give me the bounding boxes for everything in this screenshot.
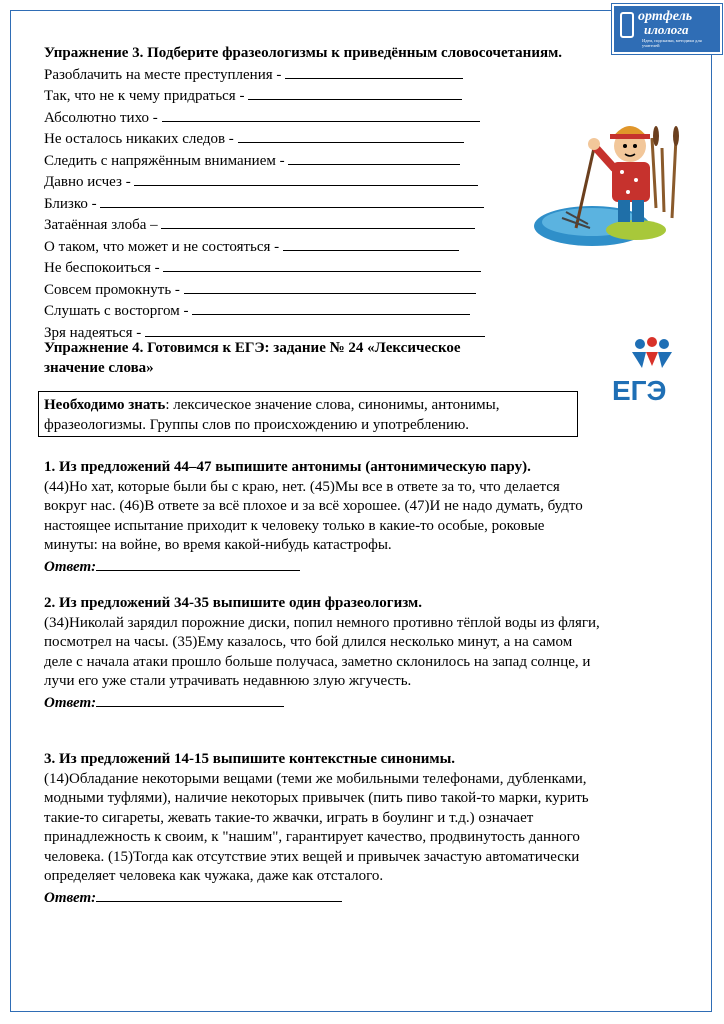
phone-icon bbox=[620, 12, 634, 38]
ex3-item: Слушать с восторгом - bbox=[44, 300, 562, 322]
ege-logo-text: ЕГЭ bbox=[612, 375, 667, 406]
task-1-text: минуты: на войне, во время какой-нибудь катастрофы. bbox=[44, 537, 392, 553]
exercise-3 bbox=[44, 44, 562, 343]
task-3-text: (14)Обладание некоторыми вещами (теми же мобильными телефонами, дубленками, bbox=[44, 770, 587, 787]
exercise-4-title-line2: значение слова» bbox=[44, 359, 154, 376]
task-1-text: вокруг нас. (46)В ответе за всё плохое и за всё хорошее. (47)И не надо думать, будто bbox=[44, 498, 583, 514]
ex3-item: Не беспокоиться - bbox=[44, 257, 562, 279]
ex3-item: Абсолютно тихо - bbox=[44, 107, 562, 129]
ex3-item: Следить с напряжённым вниманием - bbox=[44, 150, 562, 172]
ex3-item: Близко - bbox=[44, 193, 562, 215]
task-3 bbox=[44, 750, 589, 908]
task-1-text: (44)Но хат, которые были бы с краю, нет. (45)Мы все в ответе за то, что делается bbox=[44, 478, 560, 495]
exercise-4-title bbox=[44, 339, 461, 378]
ege-logo bbox=[606, 336, 692, 408]
ex3-item: Затаённая злоба – bbox=[44, 214, 562, 236]
task-3-text: такие-то сигареты, жевать такие-то жвачки, играть в боулинг и т.д.) означает bbox=[44, 809, 534, 826]
exercise-4-title-line1: Упражнение 4. Готовимся к ЕГЭ: задание № 24 «Лексическое bbox=[44, 340, 461, 356]
task-1-title: 1. Из предложений 44–47 выпишите антонимы (антонимическую пару). bbox=[44, 459, 531, 475]
must-know-box bbox=[38, 391, 578, 437]
exercise-3-title: Упражнение 3. Подберите фразеологизмы к приведённым словосочетаниям. bbox=[44, 45, 563, 61]
task-2 bbox=[44, 594, 600, 713]
portfolio-logo bbox=[612, 4, 722, 54]
must-know-text: : лексическое значение слова, синонимы, антонимы, bbox=[165, 397, 500, 413]
logo-tagline: Идеи, подсказки, методики для учителей bbox=[642, 38, 702, 48]
ex3-item: Совсем промокнуть - bbox=[44, 279, 562, 301]
task-1-answer: Ответ: bbox=[44, 556, 583, 578]
task-2-text: посмотрел на часы. (35)Ему казалось, что бой длился несколько минут, а на самом bbox=[44, 634, 573, 650]
task-3-text: модными туфлями), наличие некоторых привычек (пить пиво такой-то марки, курить bbox=[44, 790, 589, 806]
logo-line1: ортфель bbox=[638, 9, 693, 24]
task-1 bbox=[44, 458, 583, 577]
scarecrow-illustration bbox=[532, 108, 688, 250]
must-know-text-line2: фразеологизмы. Группы слов по происхождению и употреблению. bbox=[44, 416, 470, 433]
task-3-text: принадлежность к своим, к "нашим", гарантирует качество, продвинутость данного bbox=[44, 829, 580, 845]
task-3-text: определяет человека как чужака, даже как отсталого. bbox=[44, 868, 384, 884]
task-2-text: лучи его уже стали утрачивать недавнюю злую жгучесть. bbox=[44, 673, 412, 689]
ex3-item: Так, что не к чему придраться - bbox=[44, 85, 562, 107]
task-1-text: настоящее испытание приходит к человеку только в какие-то особые, роковые bbox=[44, 517, 545, 534]
logo-line2: илолога bbox=[644, 22, 689, 37]
task-2-answer: Ответ: bbox=[44, 692, 600, 714]
task-3-answer: Ответ: bbox=[44, 887, 589, 909]
ex3-item: Разоблачить на месте преступления - bbox=[44, 64, 562, 86]
task-3-title: 3. Из предложений 14-15 выпишите контекстные синонимы. bbox=[44, 751, 456, 767]
must-know-label: Необходимо знать bbox=[44, 397, 166, 413]
ex3-item: Зря надеяться - bbox=[44, 322, 562, 344]
ex3-item: Не осталось никаких следов - bbox=[44, 128, 562, 150]
task-2-title: 2. Из предложений 34-35 выпишите один фразеологизм. bbox=[44, 595, 423, 611]
task-3-text: человека. (15)Тогда как отсутствие этих вещей и привычек зачастую автоматически bbox=[44, 848, 580, 865]
task-2-text: деле с начала атаки прошло больше получаса, заметно склонилось на запад солнце, и bbox=[44, 653, 591, 670]
ex3-item: Давно исчез - bbox=[44, 171, 562, 193]
task-2-text: (34)Николай зарядил порожние диски, попил немного противно тёплой воды из фляги, bbox=[44, 614, 600, 631]
ex3-item: О таком, что может и не состояться - bbox=[44, 236, 562, 258]
